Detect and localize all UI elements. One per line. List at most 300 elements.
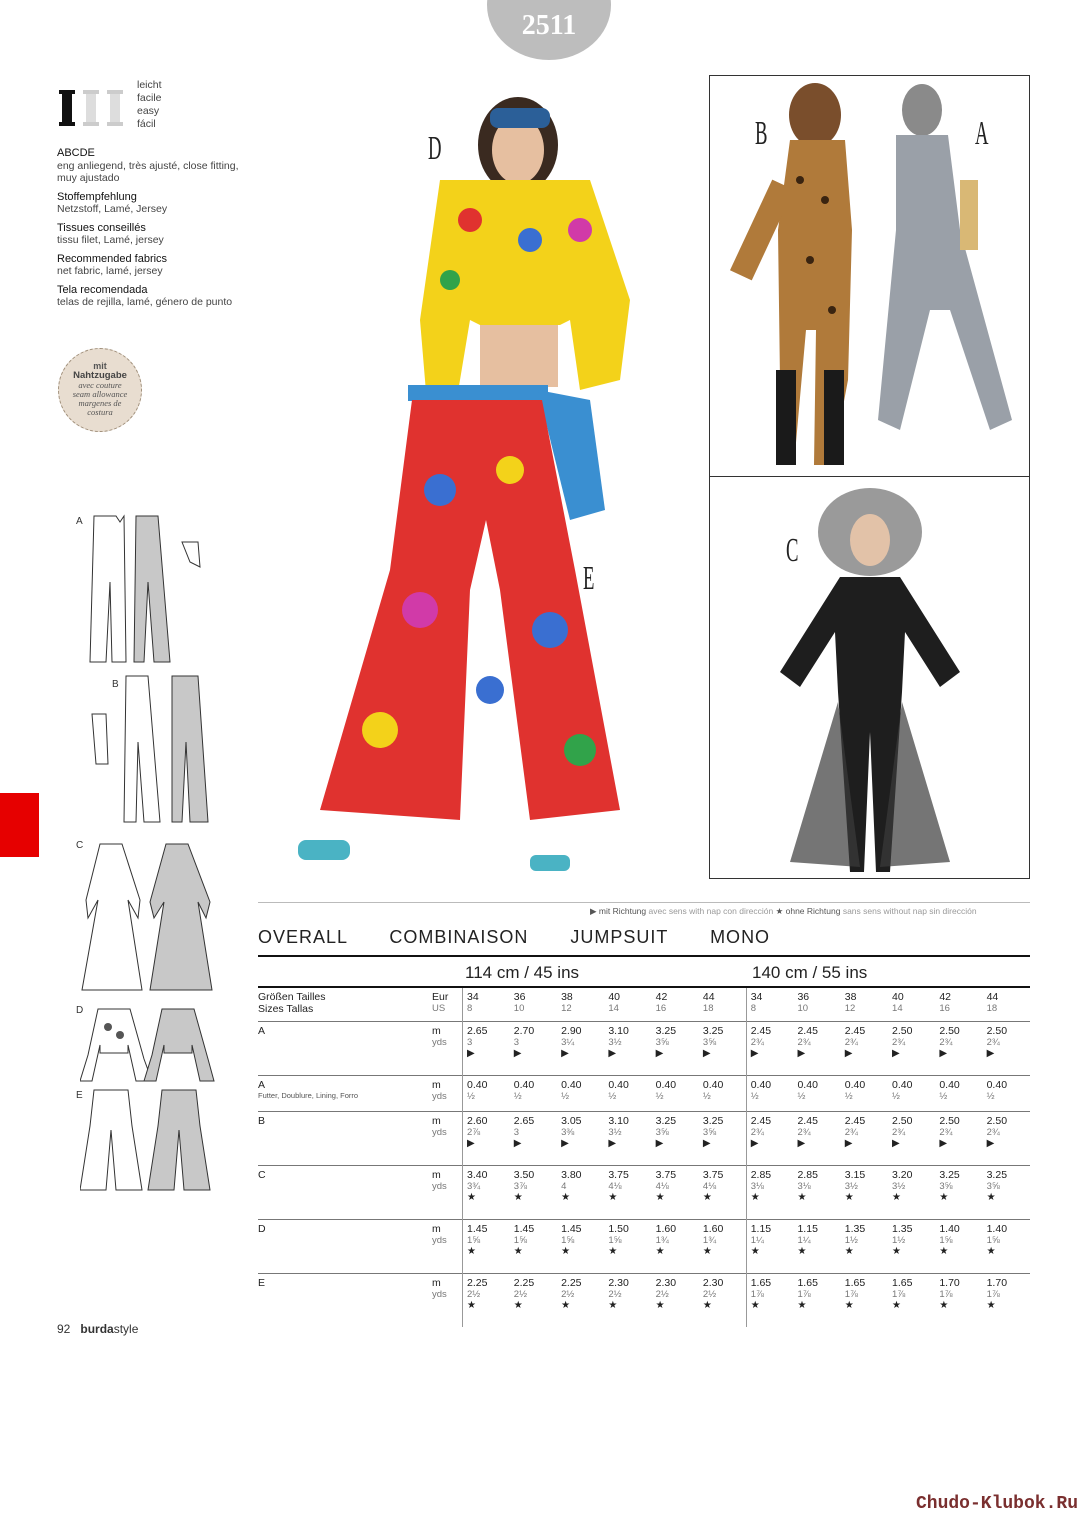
legend-without-nap-tr: sans sens without nap sin dirección (842, 906, 977, 916)
unit-cell (428, 1022, 463, 1076)
meters-value: 3.25 (702, 1025, 724, 1037)
yardage-cell (983, 1220, 1030, 1274)
yardage-cell (699, 1166, 746, 1220)
yardage-cell (841, 1112, 888, 1166)
unit-m: m (432, 1277, 441, 1289)
yardage-cell (888, 1274, 935, 1328)
meters-value: 2.50 (986, 1115, 1008, 1127)
nap-mark: ▶ (513, 1138, 522, 1149)
nap-mark: ★ (467, 1300, 476, 1311)
nap-mark: ▶ (561, 1138, 569, 1149)
flat-label-c: C (76, 840, 84, 851)
model-photo-c (730, 482, 1010, 874)
fabric-title-en: Recommended fabrics (57, 252, 168, 265)
stamp-line1: mit (93, 361, 107, 371)
yardage-cell (557, 1076, 604, 1112)
meters-value: 2.50 (892, 1025, 913, 1037)
yards-value: 1½ (892, 1235, 906, 1246)
meters-value: 1.35 (844, 1223, 866, 1235)
yards-value: 3½ (608, 1037, 622, 1048)
yardage-cell (888, 1022, 935, 1076)
meters-value: 1.45 (467, 1223, 488, 1235)
nap-mark: ▶ (844, 1048, 853, 1059)
yardage-cell (983, 1274, 1030, 1328)
meters-value: 1.65 (797, 1277, 818, 1289)
meters-value: 2.25 (467, 1277, 488, 1289)
yards-value: 2¾ (986, 1127, 1000, 1138)
meters-value: 3.05 (561, 1115, 582, 1127)
size-cell (652, 987, 699, 1022)
nap-mark: ★ (467, 1246, 476, 1257)
yardage-cell (888, 1076, 935, 1112)
nap-mark: ▶ (655, 1048, 664, 1059)
eur-size: 38 (844, 991, 857, 1003)
nap-mark: ▶ (608, 1138, 617, 1149)
yardage-cell (604, 1220, 651, 1274)
view-letter-e: E (583, 560, 595, 597)
difficulty-es: fácil (137, 118, 156, 130)
size-cell (463, 987, 510, 1022)
yards-value: 2½ (655, 1289, 669, 1300)
nap-mark: ▶ (513, 1048, 522, 1059)
meters-value: 0.40 (750, 1079, 772, 1091)
unit-yds: yds (432, 1037, 447, 1048)
unit-yds: yds (432, 1181, 447, 1192)
yards-value: 3 (513, 1127, 520, 1138)
fabric-info (57, 147, 247, 315)
meters-value: 3.10 (608, 1025, 629, 1037)
yards-value: 3⅜ (561, 1127, 575, 1138)
meters-value: 3.20 (892, 1169, 913, 1181)
yards-value: ½ (939, 1091, 948, 1102)
yardage-cell (652, 1220, 699, 1274)
photo-frame-divider (709, 476, 1030, 477)
meters-value: 2.45 (797, 1115, 818, 1127)
yardage-cell (510, 1274, 557, 1328)
yards-value: 1¾ (655, 1235, 669, 1246)
nap-mark: ★ (844, 1246, 854, 1257)
unit-yds: yds (432, 1091, 447, 1102)
meters-value: 1.70 (939, 1277, 960, 1289)
yards-value: 2¾ (892, 1037, 906, 1048)
yards-value: 1¼ (750, 1235, 764, 1246)
meters-value: 2.65 (467, 1025, 488, 1037)
nap-mark: ★ (939, 1246, 949, 1257)
meters-value: 3.80 (561, 1169, 582, 1181)
row-label-cell (258, 1166, 428, 1220)
yards-value: ½ (513, 1091, 522, 1102)
unit-m: m (432, 1223, 441, 1235)
yards-value: 2⅞ (467, 1127, 481, 1138)
meters-value: 3.25 (655, 1025, 677, 1037)
row-label: C (258, 1169, 266, 1181)
title-rule (258, 955, 1030, 957)
nap-mark: ★ (513, 1300, 523, 1311)
yards-value: 2¾ (939, 1127, 953, 1138)
row-label: A (258, 1025, 266, 1037)
pattern-number: 2511 (521, 10, 577, 41)
nap-mark: ★ (608, 1300, 618, 1311)
nap-mark: ★ (797, 1246, 807, 1257)
yards-value: 3⅞ (513, 1181, 527, 1192)
view-letter-d: D (428, 130, 442, 167)
meters-value: 1.45 (561, 1223, 582, 1235)
yardage-cell (604, 1022, 651, 1076)
yardage-cell (746, 1022, 793, 1076)
us-size: 16 (655, 1003, 667, 1014)
nap-mark: ▶ (750, 1138, 759, 1149)
yards-value: 2¾ (750, 1037, 764, 1048)
eur-size: 44 (986, 991, 999, 1003)
yards-value: 3½ (608, 1127, 622, 1138)
yardage-cell (888, 1112, 935, 1166)
fabric-text-fr: tissu filet, Lamé, jersey (57, 234, 164, 246)
nap-mark: ★ (986, 1300, 996, 1311)
flat-drawing-c (80, 840, 215, 995)
yardage-cell (557, 1022, 604, 1076)
stamp-line5: margenes de (78, 398, 122, 408)
yardage-cell (510, 1166, 557, 1220)
meters-value: 0.40 (561, 1079, 582, 1091)
flat-drawing-d (80, 1005, 215, 1085)
size-header-row (258, 987, 1030, 1022)
row-label-cell (258, 1022, 428, 1076)
meters-value: 1.40 (986, 1223, 1008, 1235)
eur-us-label-cell (428, 987, 463, 1022)
yardage-cell (699, 1022, 746, 1076)
yardage-cell (935, 1166, 982, 1220)
yards-value: 2¾ (939, 1037, 953, 1048)
nap-mark: ▶ (892, 1138, 900, 1149)
yardage-cell (746, 1220, 793, 1274)
brand-style: style (113, 1322, 139, 1336)
yardage-cell (699, 1274, 746, 1328)
yards-value: 4 (561, 1181, 567, 1192)
meters-value: 3.40 (467, 1169, 488, 1181)
nap-mark: ▶ (986, 1138, 995, 1149)
fabric-text-es: telas de rejilla, lamé, género de punto (57, 296, 233, 308)
us-size: 14 (608, 1003, 619, 1014)
eur-label: Eur (432, 991, 449, 1003)
yards-value: ½ (750, 1091, 759, 1102)
difficulty-en: easy (137, 105, 160, 117)
nap-mark: ▶ (702, 1048, 711, 1059)
yards-value: 2¾ (797, 1037, 811, 1048)
yardage-cell (841, 1274, 888, 1328)
nap-mark: ★ (986, 1246, 996, 1257)
flat-label-e: E (76, 1090, 83, 1101)
width-140: 140 cm / 55 ins (752, 963, 868, 982)
flat-drawing-a (86, 512, 216, 667)
yards-value: 1⅝ (608, 1235, 622, 1246)
nap-mark: ★ (702, 1192, 712, 1203)
view-letter-b: B (755, 115, 768, 152)
meters-value: 1.65 (892, 1277, 913, 1289)
meters-value: 2.45 (750, 1025, 772, 1037)
meters-value: 1.60 (655, 1223, 677, 1235)
yards-value: 2¾ (892, 1127, 906, 1138)
nap-mark: ★ (939, 1192, 949, 1203)
meters-value: 2.45 (844, 1115, 866, 1127)
unit-yds: yds (432, 1289, 447, 1300)
yards-value: 3⅝ (702, 1127, 717, 1138)
meters-value: 0.40 (939, 1079, 960, 1091)
meters-value: 0.40 (467, 1079, 488, 1091)
yardage-cell (983, 1022, 1030, 1076)
yardage-row (258, 1166, 1030, 1220)
yardage-cell (793, 1166, 840, 1220)
nap-mark: ★ (750, 1300, 760, 1311)
size-cell (793, 987, 840, 1022)
yards-value: 4⅛ (608, 1181, 622, 1192)
yardage-cell (652, 1166, 699, 1220)
nap-mark: ★ (702, 1300, 712, 1311)
yardage-cell (793, 1220, 840, 1274)
unit-cell (428, 1112, 463, 1166)
yards-value: 3¼ (561, 1037, 575, 1048)
nap-mark: ★ (655, 1192, 665, 1203)
yards-value: 2½ (513, 1289, 527, 1300)
flat-label-d: D (76, 1005, 84, 1016)
meters-value: 0.40 (797, 1079, 818, 1091)
yardage-cell (793, 1274, 840, 1328)
yardage-cell (935, 1220, 982, 1274)
yards-value: 1⅞ (892, 1289, 906, 1300)
flat-drawing-b (88, 672, 213, 830)
nap-mark: ★ (467, 1192, 476, 1203)
eur-size: 44 (702, 991, 715, 1003)
legend-with-nap-tr: avec sens with nap con dirección (648, 906, 774, 916)
yardage-cell (557, 1112, 604, 1166)
yards-value: 2½ (702, 1289, 717, 1300)
meters-value: 3.50 (513, 1169, 535, 1181)
unit-cell (428, 1274, 463, 1328)
size-label-cell (258, 987, 428, 1022)
nap-mark: ▶ (750, 1048, 759, 1059)
meters-value: 1.15 (797, 1223, 818, 1235)
yardage-cell (463, 1112, 510, 1166)
nap-mark: ▶ (939, 1138, 948, 1149)
yards-value: 2¾ (844, 1127, 858, 1138)
meters-value: 1.50 (608, 1223, 629, 1235)
nap-mark: ▶ (702, 1138, 711, 1149)
yards-value: 4⅛ (655, 1181, 669, 1192)
meters-value: 1.45 (513, 1223, 535, 1235)
nap-mark: ★ (844, 1300, 854, 1311)
nap-mark: ★ (513, 1246, 523, 1257)
nap-mark: ▶ (844, 1138, 853, 1149)
unit-m: m (432, 1025, 441, 1037)
meters-value: 3.25 (939, 1169, 960, 1181)
yardage-row (258, 1076, 1030, 1112)
yards-value: ½ (655, 1091, 664, 1102)
row-label: E (258, 1277, 266, 1289)
yardage-table (258, 986, 1030, 1327)
red-section-tab (0, 793, 39, 857)
us-size: 8 (750, 1003, 756, 1014)
unit-yds: yds (432, 1127, 447, 1138)
row-label-cell (258, 1220, 428, 1274)
size-cell (746, 987, 793, 1022)
yardage-row (258, 1274, 1030, 1328)
nap-mark: ★ (561, 1300, 571, 1311)
us-size: 14 (892, 1003, 903, 1014)
yardage-cell (746, 1166, 793, 1220)
meters-value: 2.85 (797, 1169, 818, 1181)
nap-mark: ★ (939, 1300, 949, 1311)
eur-size: 36 (513, 991, 526, 1003)
us-label: US (432, 1003, 446, 1014)
legend-with-nap: ▶ mit Richtung (590, 906, 647, 916)
yardage-cell (652, 1274, 699, 1328)
view-letter-c: C (786, 532, 799, 569)
meters-value: 1.70 (986, 1277, 1008, 1289)
nap-mark: ▶ (561, 1048, 569, 1059)
yardage-cell (793, 1022, 840, 1076)
meters-value: 3.75 (655, 1169, 677, 1181)
size-cell (935, 987, 982, 1022)
unit-yds: yds (432, 1235, 447, 1246)
yards-value: 1½ (844, 1235, 858, 1246)
meters-value: 2.90 (561, 1025, 582, 1037)
meters-value: 2.30 (702, 1277, 724, 1289)
yardage-cell (463, 1076, 510, 1112)
yardage-cell (604, 1274, 651, 1328)
watermark: Chudo-Klubok.Ru (915, 1494, 1078, 1514)
legend-without-nap: ★ ohne Richtung (775, 906, 841, 916)
difficulty-labels (137, 79, 162, 131)
stamp-line3: avec couture (78, 380, 122, 390)
row-label-cell (258, 1274, 428, 1328)
nap-mark: ★ (561, 1246, 571, 1257)
brand-burda: burda (80, 1322, 114, 1336)
nap-mark: ★ (750, 1246, 760, 1257)
yardage-cell (841, 1166, 888, 1220)
difficulty-de: leicht (137, 79, 162, 91)
fabric-title-de: Stoffempfehlung (57, 190, 137, 203)
stamp-line4: seam allowance (72, 389, 128, 399)
meters-value: 3.25 (702, 1115, 724, 1127)
us-size: 16 (939, 1003, 950, 1014)
meters-value: 2.45 (797, 1025, 818, 1037)
yards-value: 1⅞ (750, 1289, 764, 1300)
size-cell (983, 987, 1030, 1022)
yardage-cell (983, 1076, 1030, 1112)
yardage-cell (793, 1112, 840, 1166)
yardage-cell (557, 1166, 604, 1220)
meters-value: 2.50 (986, 1025, 1008, 1037)
yardage-cell (983, 1112, 1030, 1166)
row-label: B (258, 1115, 266, 1127)
unit-cell (428, 1076, 463, 1112)
nap-mark: ★ (892, 1246, 901, 1257)
size-cell (557, 987, 604, 1022)
size-label-1: Größen Tailles (258, 991, 326, 1003)
yardage-cell (463, 1274, 510, 1328)
yards-value: 2½ (608, 1289, 622, 1300)
meters-value: 2.50 (892, 1115, 913, 1127)
row-label: A (258, 1079, 266, 1091)
meters-value: 3.75 (702, 1169, 724, 1181)
us-size: 18 (702, 1003, 714, 1014)
nap-mark: ★ (655, 1246, 665, 1257)
page-footer (57, 1322, 138, 1336)
yardage-cell (841, 1076, 888, 1112)
meters-value: 2.25 (561, 1277, 582, 1289)
fit-text: eng anliegend, très ajusté, close fitting, muy ajustado (57, 159, 239, 184)
yards-value: 1⅝ (939, 1235, 953, 1246)
yardage-cell (557, 1274, 604, 1328)
nap-mark: ★ (655, 1300, 665, 1311)
yards-value: 3⅛ (797, 1181, 811, 1192)
yards-value: 3⅝ (939, 1181, 953, 1192)
fabric-title-es: Tela recomendada (57, 283, 148, 296)
yards-value: 1¾ (702, 1235, 717, 1246)
yards-value: ½ (467, 1091, 475, 1102)
meters-value: 2.25 (513, 1277, 535, 1289)
yards-value: ½ (561, 1091, 569, 1102)
meters-value: 3.15 (844, 1169, 866, 1181)
eur-size: 40 (892, 991, 904, 1003)
yardage-cell (510, 1022, 557, 1076)
yards-value: 1⅝ (467, 1235, 481, 1246)
yardage-cell (841, 1022, 888, 1076)
nap-mark: ★ (797, 1192, 807, 1203)
legend-rule (258, 902, 1030, 903)
yards-value: 1⅞ (939, 1289, 953, 1300)
flat-label-a: A (76, 516, 83, 527)
yards-value: 3⅝ (702, 1037, 717, 1048)
meters-value: 1.35 (892, 1223, 913, 1235)
seam-allowance-stamp (58, 348, 142, 432)
meters-value: 1.40 (939, 1223, 960, 1235)
eur-size: 38 (561, 991, 573, 1003)
meters-value: 1.65 (844, 1277, 866, 1289)
meters-value: 2.30 (655, 1277, 677, 1289)
meters-value: 2.85 (750, 1169, 772, 1181)
size-cell (510, 987, 557, 1022)
yardage-cell (888, 1166, 935, 1220)
yards-value: 3½ (844, 1181, 858, 1192)
yards-value: ½ (844, 1091, 853, 1102)
size-cell (699, 987, 746, 1022)
stamp-line2: Nahtzugabe (73, 370, 127, 381)
yardage-cell (699, 1076, 746, 1112)
fabric-text-de: Netzstoff, Lamé, Jersey (57, 203, 168, 215)
yardage-cell (935, 1274, 982, 1328)
unit-m: m (432, 1115, 441, 1127)
yards-value: 4⅛ (702, 1181, 717, 1192)
nap-mark: ▶ (797, 1138, 806, 1149)
yards-value: 2¾ (797, 1127, 811, 1138)
yardage-cell (604, 1076, 651, 1112)
meters-value: 1.15 (750, 1223, 772, 1235)
row-sublabel: Futter, Doublure, Lining, Forro (258, 1091, 359, 1100)
meters-value: 0.40 (844, 1079, 866, 1091)
yardage-cell (888, 1220, 935, 1274)
row-label-cell (258, 1112, 428, 1166)
yardage-cell (604, 1112, 651, 1166)
yards-value: 1⅝ (561, 1235, 575, 1246)
nap-mark: ★ (986, 1192, 996, 1203)
difficulty-spools-icon (57, 88, 127, 128)
nap-mark: ▶ (797, 1048, 806, 1059)
us-size: 12 (844, 1003, 856, 1014)
yardage-cell (841, 1220, 888, 1274)
meters-value: 1.60 (702, 1223, 724, 1235)
unit-cell (428, 1166, 463, 1220)
yardage-cell (510, 1112, 557, 1166)
